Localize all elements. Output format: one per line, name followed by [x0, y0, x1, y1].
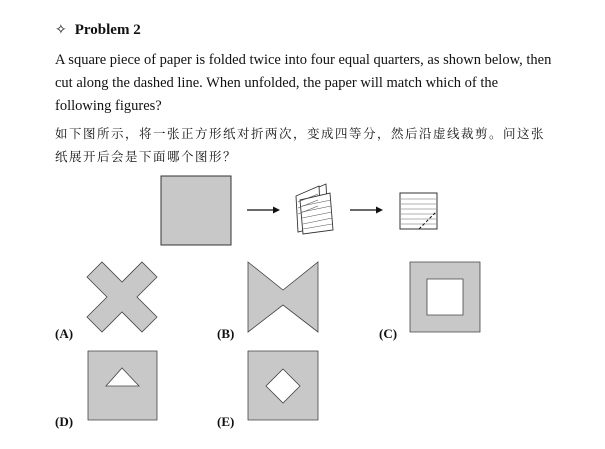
option-c-figure [410, 262, 480, 332]
option-d-label: (D) [55, 414, 74, 429]
problem-text-english: A square piece of paper is folded twice into four equal quarters, as shown below, then cut along the dashed line. When unfolded, the paper will match which of the following figures? [55, 52, 552, 114]
problem-text-chinese: 如下图所示，将一张正方形纸对折两次，变成四等分，然后沿虚线裁剪。问这张纸展开后会是下面哪个图形？ [55, 126, 546, 164]
option-a-figure [87, 262, 157, 332]
folded-quarter-with-cut-line [400, 193, 437, 229]
option-e-figure [248, 351, 318, 420]
option-c-label: (C) [379, 326, 398, 341]
diamond-star-icon: ✧ [55, 23, 67, 38]
original-square [161, 176, 231, 245]
problem-title: Problem 2 [74, 22, 141, 38]
option-d-figure [88, 351, 157, 420]
arrow-1 [247, 207, 280, 214]
folded-paper-sheets [296, 184, 333, 234]
folding-diagram [161, 176, 437, 245]
option-a-label: (A) [55, 326, 74, 341]
option-e-label: (E) [217, 414, 235, 429]
option-b-label: (B) [217, 326, 235, 341]
option-b-figure [248, 262, 318, 332]
arrow-2 [350, 207, 383, 214]
